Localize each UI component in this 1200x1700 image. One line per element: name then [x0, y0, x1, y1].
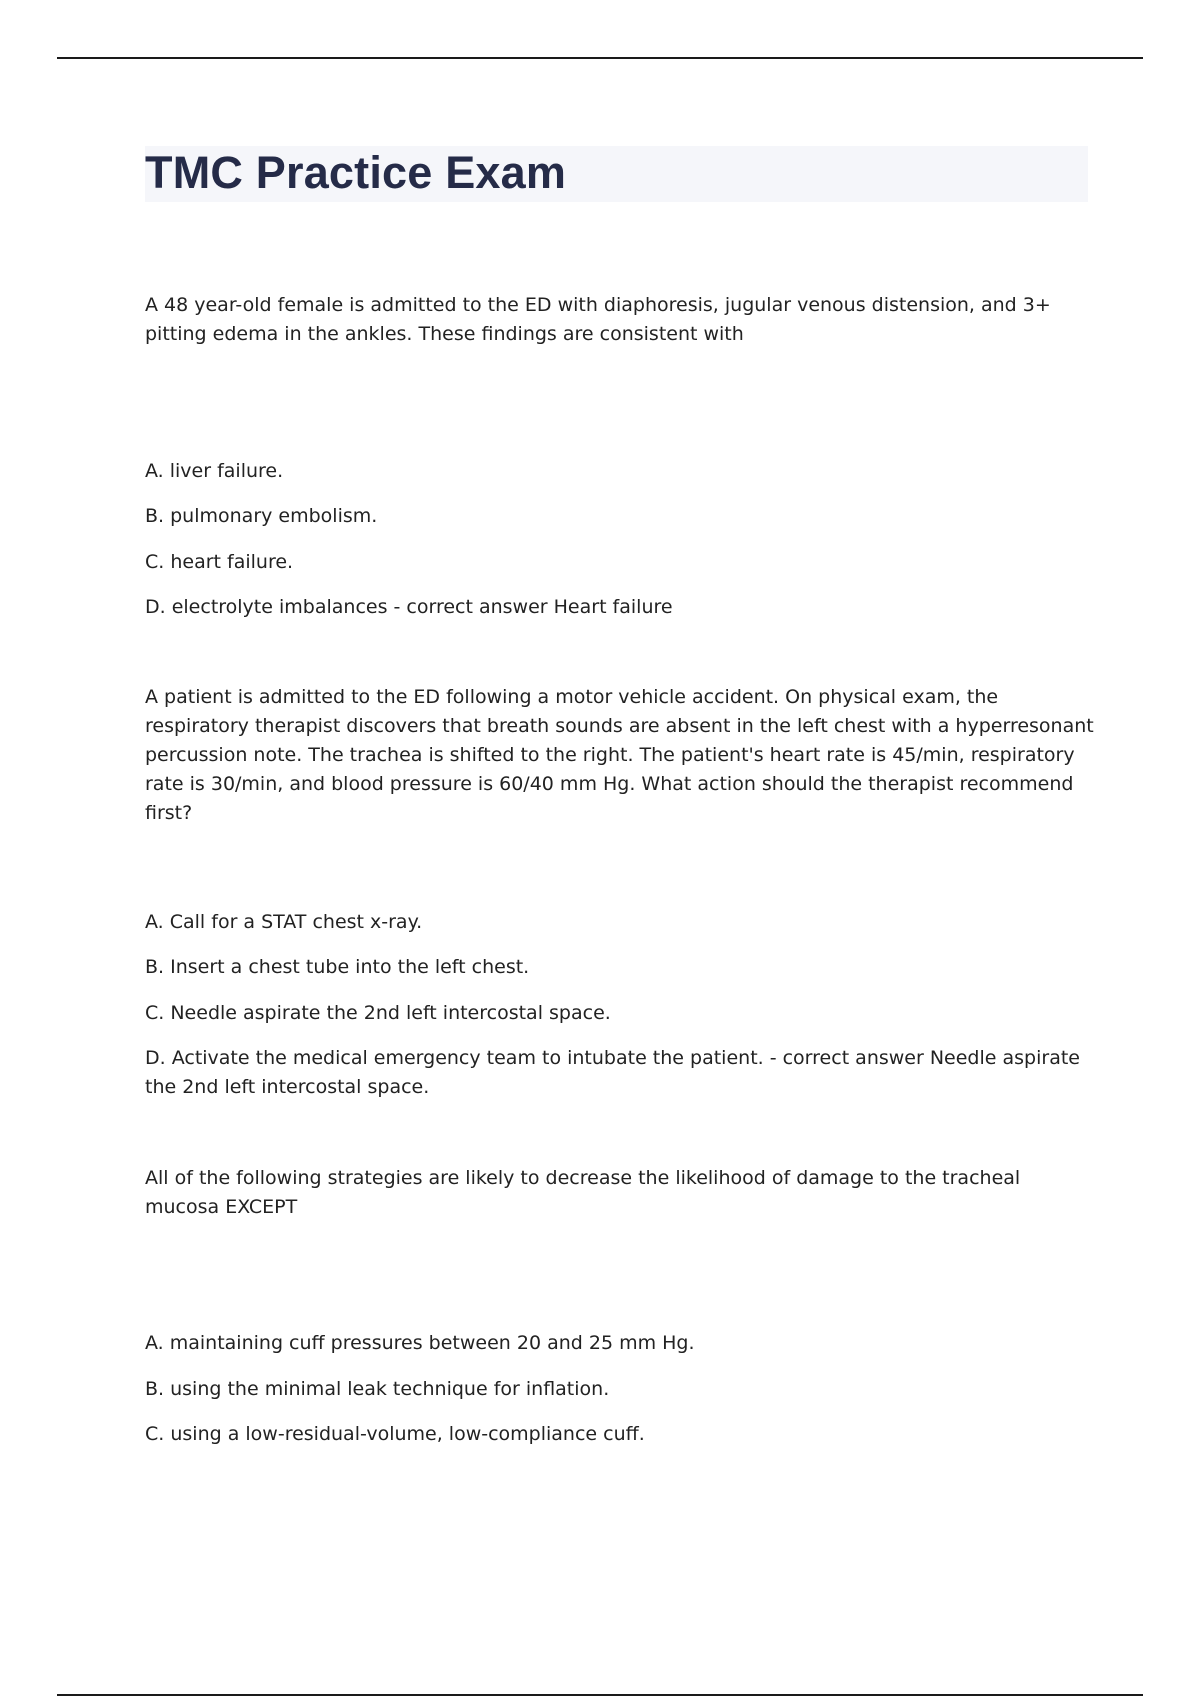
- question-1-option-a: A. liver failure.: [145, 460, 284, 482]
- question-3-option-b: B. using the minimal leak technique for inflation.: [145, 1378, 610, 1400]
- question-2-stem: A patient is admitted to the ED following a motor vehicle accident. On physical exam, the respiratory therapist discovers that breath sounds are absent in the left chest with a hyperresonant percussion note. The trachea is shifted to the right. The patient's heart rate is 45/min, respiratory rate is 30/min, and blood pressure is 60/40 mm Hg. What action should the therapist recommend first?: [145, 686, 1094, 824]
- document-title: TMC Practice Exam: [145, 147, 567, 198]
- question-3-stem: All of the following strategies are likely to decrease the likelihood of damage to the tracheal mucosa EXCEPT: [145, 1167, 1021, 1218]
- question-2-option-a: A. Call for a STAT chest x-ray.: [145, 911, 423, 933]
- question-2-option-d: D. Activate the medical emergency team to intubate the patient. - correct answer Needle aspirate the 2nd left intercostal space.: [145, 1047, 1080, 1098]
- footer-rule: [57, 1694, 1143, 1696]
- question-3-option-a: A. maintaining cuff pressures between 20 and 25 mm Hg.: [145, 1332, 695, 1354]
- question-2-option-c: C. Needle aspirate the 2nd left intercostal space.: [145, 1002, 611, 1024]
- question-1-stem: A 48 year-old female is admitted to the ED with diaphoresis, jugular venous distension, and 3+ pitting edema in the ankles. These findings are consistent with: [145, 294, 1051, 345]
- question-2-option-b: B. Insert a chest tube into the left chest.: [145, 956, 530, 978]
- question-1-option-d: D. electrolyte imbalances - correct answer Heart failure: [145, 596, 673, 618]
- header-rule: [57, 57, 1143, 59]
- question-3-option-c: C. using a low-residual-volume, low-compliance cuff.: [145, 1423, 645, 1445]
- question-1-option-b: B. pulmonary embolism.: [145, 505, 378, 527]
- question-1-option-c: C. heart failure.: [145, 551, 294, 573]
